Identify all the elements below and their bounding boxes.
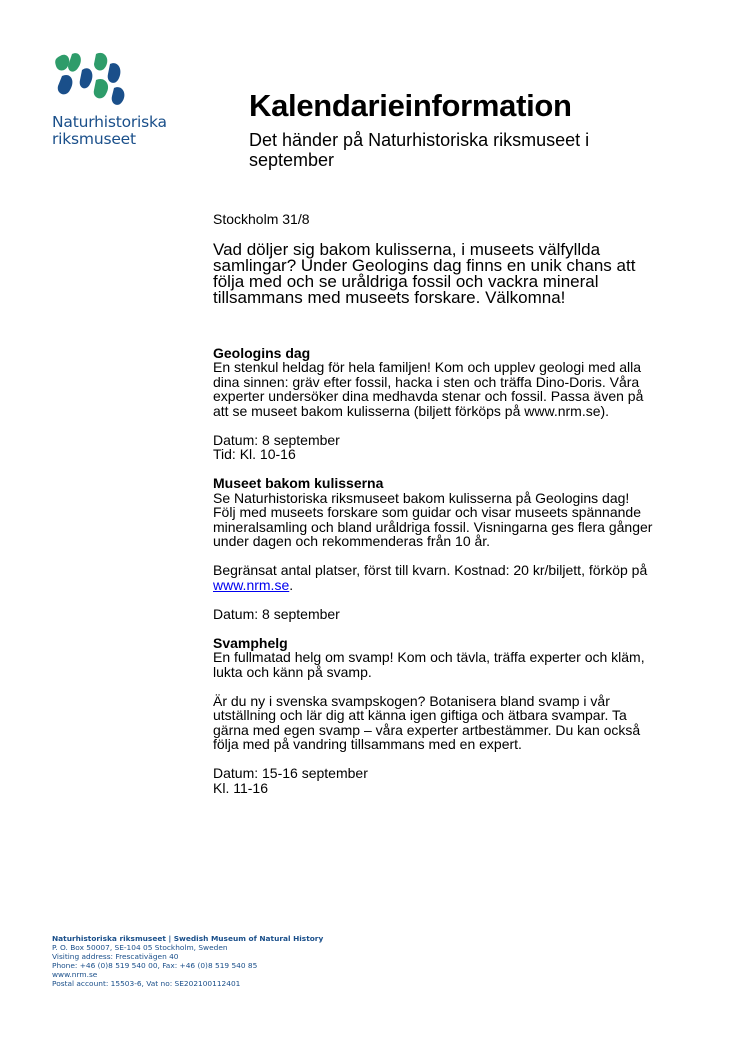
- event-date: Datum: 15-16 september: [213, 765, 368, 781]
- note-text: Begränsat antal platser, först till kvarn. Kostnad: 20 kr/biljett, förköp på: [213, 562, 648, 578]
- footer-address: P. O. Box 50007, SE-104 05 Stockholm, Sweden: [52, 943, 228, 952]
- logo-line-2: riksmuseet: [52, 130, 136, 148]
- event-heading: Museet bakom kulisserna: [213, 475, 384, 491]
- footer-visiting: Visiting address: Frescativägen 40: [52, 952, 179, 961]
- place-date: Stockholm 31/8: [213, 211, 310, 227]
- museum-logo-mark: [52, 50, 132, 108]
- footer-postal: Postal account: 15503-6, Vat no: SE202100112401: [52, 979, 241, 988]
- footer: [52, 934, 323, 988]
- page-title: Kalendarieinformation: [249, 88, 572, 123]
- event-description-2: Är du ny i svenska svampskogen? Botanisera bland svamp i vår utställning och lär dig att känna igen giftiga och ätbara svampar. Ta gärna med egen svamp – våra experter artbestämmer. Du kan också följa med på vandring tillsammans med en expert.: [213, 692, 641, 752]
- museum-logo: [52, 50, 167, 148]
- event-heading: Svamphelg: [213, 634, 288, 651]
- event-heading: Geologins dag: [213, 344, 311, 361]
- document-body: [213, 212, 653, 795]
- event-geologins-dag: [213, 346, 653, 462]
- footer-org: Naturhistoriska riksmuseet | Swedish Museum of Natural History: [52, 934, 324, 943]
- event-time: Tid: Kl. 10-16: [213, 446, 296, 462]
- event-description: En fullmatad helg om svamp! Kom och tävla, träffa experter och kläm, lukta och känn på svamp.: [213, 649, 645, 680]
- event-date: Datum: 8 september: [213, 431, 340, 448]
- logo-line-1: Naturhistoriska: [52, 113, 167, 131]
- event-museet-bakom-kulisserna: [213, 476, 653, 621]
- footer-phone: Phone: +46 (0)8 519 540 00, Fax: +46 (0)8 519 540 85: [52, 961, 258, 970]
- event-svamphelg: [213, 636, 653, 796]
- event-description: En stenkul heldag för hela familjen! Kom och upplev geologi med alla dina sinnen: gräv efter fossil, hacka i sten och träffa Dino-Doris. Våra experter undersöker dina medhavda stenar och fossil. Passa även på att se museet bakom kulisserna (biljett förköps på www.nrm.se).: [213, 359, 644, 419]
- intro-paragraph: Vad döljer sig bakom kulisserna, i museets välfyllda samlingar? Under Geologins dag finns en unik chans att följa med och se uråldriga fossil och vackra mineral tillsammans med museets forskare. Välkomna!: [213, 239, 636, 307]
- logo-wordmark: [52, 113, 167, 148]
- event-time: Kl. 11-16: [213, 779, 268, 796]
- nrm-website-link[interactable]: www.nrm.se: [213, 576, 290, 593]
- note-end: .: [289, 576, 294, 593]
- event-note: [213, 563, 653, 592]
- event-description: Se Naturhistoriska riksmuseet bakom kulisserna på Geologins dag! Följ med museets forskare som guidar och visar museets spännande mineralsamling och bland uråldriga fossil. Visningarna ges flera gånger under dagen och rekommenderas från 10 år.: [213, 489, 653, 549]
- page-subtitle: Det händer på Naturhistoriska riksmuseet i september: [249, 130, 590, 170]
- footer-web: www.nrm.se: [52, 970, 98, 979]
- event-date: Datum: 8 september: [213, 605, 340, 622]
